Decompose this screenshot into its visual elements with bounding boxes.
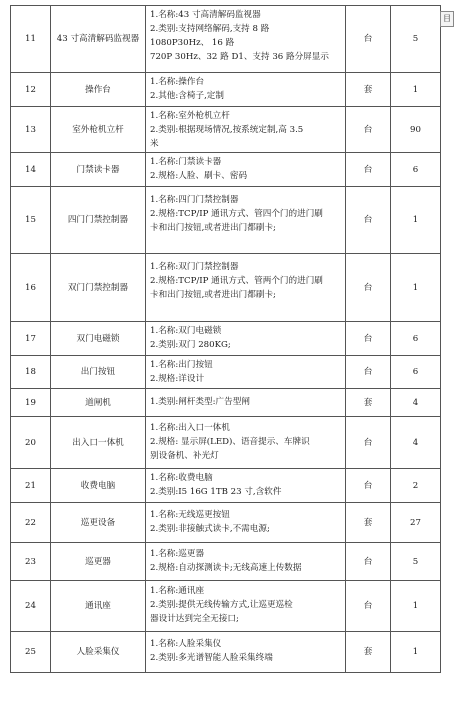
item-quantity: 1	[391, 254, 441, 321]
table-row	[11, 6, 441, 73]
page-layout-icon[interactable]: 目	[440, 11, 454, 27]
spec-line: 1.名称:通讯座	[150, 586, 205, 596]
item-quantity: 90	[391, 107, 441, 152]
spec-line: 2.其他:含椅子,定制	[150, 91, 224, 101]
item-quantity: 2	[391, 469, 441, 502]
item-unit: 台	[346, 322, 391, 355]
row-number: 15	[11, 187, 51, 253]
spec-line: 1.类别:闸杆类型:广告型闸	[150, 397, 250, 407]
spec-line: 2.规格:TCP/IP 通讯方式、管两个门的进门刷	[150, 276, 323, 286]
spec-line: 米	[150, 139, 159, 149]
spec-line: 卡和出门按钮,或者进出门都刷卡;	[150, 290, 276, 300]
table-row	[11, 322, 441, 356]
row-number: 24	[11, 581, 51, 631]
row-number: 25	[11, 632, 51, 672]
item-unit: 套	[346, 632, 391, 672]
item-quantity: 27	[391, 503, 441, 542]
spec-line: 别设备机、补光灯	[150, 451, 219, 461]
item-spec	[146, 322, 346, 355]
item-quantity: 1	[391, 73, 441, 106]
row-number: 13	[11, 107, 51, 152]
spec-line: 1.名称:双门电磁锁	[150, 326, 222, 336]
row-number: 23	[11, 543, 51, 580]
spec-line: 1.名称:四门门禁控制器	[150, 195, 239, 205]
row-number: 19	[11, 389, 51, 416]
spec-line: 2.规格:详设计	[150, 374, 205, 384]
item-name: 室外枪机立杆	[51, 107, 146, 152]
item-unit: 台	[346, 356, 391, 388]
table-row	[11, 581, 441, 632]
item-spec	[146, 153, 346, 186]
row-number: 12	[11, 73, 51, 106]
item-quantity: 1	[391, 632, 441, 672]
item-quantity: 6	[391, 153, 441, 186]
item-quantity: 6	[391, 356, 441, 388]
spec-line: 2.类别:I5 16G 1TB 23 寸,含软件	[150, 487, 282, 497]
item-spec	[146, 581, 346, 631]
row-number: 16	[11, 254, 51, 321]
item-spec	[146, 187, 346, 253]
item-unit: 套	[346, 389, 391, 416]
spec-line: 1.名称:操作台	[150, 77, 205, 87]
table-row	[11, 543, 441, 581]
spec-line: 器设计达到完全无接口;	[150, 614, 239, 624]
item-quantity: 4	[391, 389, 441, 416]
row-number: 17	[11, 322, 51, 355]
spec-line: 2.规格:TCP/IP 通讯方式、管四个门的进门刷	[150, 209, 323, 219]
row-number: 20	[11, 417, 51, 468]
item-unit: 台	[346, 153, 391, 186]
item-spec	[146, 73, 346, 106]
item-spec	[146, 356, 346, 388]
item-spec	[146, 389, 346, 416]
spec-line: 1.名称:43 寸高清解码监视器	[150, 10, 261, 20]
spec-line: 720P 30Hz、32 路 D1、支持 36 路分屏显示	[150, 52, 329, 62]
item-spec	[146, 632, 346, 672]
spec-line: 1080P30Hz、 16 路	[150, 38, 235, 48]
item-unit: 台	[346, 469, 391, 502]
item-unit: 套	[346, 503, 391, 542]
item-quantity: 5	[391, 6, 441, 72]
spec-line: 1.名称:出门按钮	[150, 360, 213, 370]
item-name: 出门按钮	[51, 356, 146, 388]
item-spec	[146, 469, 346, 502]
item-unit: 套	[346, 73, 391, 106]
spec-line: 2.类别:根据现场情况,按系统定制,高 3.5	[150, 125, 304, 135]
table-row	[11, 153, 441, 187]
item-name: 出入口一体机	[51, 417, 146, 468]
spec-line: 2.类别:提供无线传输方式,让巡更巡检	[150, 600, 293, 610]
spec-line: 1.名称:出入口一体机	[150, 423, 230, 433]
item-spec	[146, 6, 346, 72]
item-quantity: 1	[391, 187, 441, 253]
item-quantity: 5	[391, 543, 441, 580]
item-name: 巡更设备	[51, 503, 146, 542]
item-quantity: 6	[391, 322, 441, 355]
item-name: 四门门禁控制器	[51, 187, 146, 253]
spec-line: 2.类别:非接触式读卡,不需电源;	[150, 524, 270, 534]
spec-line: 1.名称:无线巡更按钮	[150, 510, 230, 520]
item-quantity: 1	[391, 581, 441, 631]
table-row	[11, 503, 441, 543]
item-name: 巡更器	[51, 543, 146, 580]
table-row	[11, 632, 441, 673]
item-name: 双门电磁锁	[51, 322, 146, 355]
item-name: 通讯座	[51, 581, 146, 631]
item-unit: 台	[346, 187, 391, 253]
row-number: 18	[11, 356, 51, 388]
item-name: 收费电脑	[51, 469, 146, 502]
table-row	[11, 417, 441, 469]
item-name: 门禁读卡器	[51, 153, 146, 186]
table-row	[11, 107, 441, 153]
spec-line: 2.类别:支持网络解码,支持 8 路	[150, 24, 270, 34]
item-name: 双门门禁控制器	[51, 254, 146, 321]
row-number: 21	[11, 469, 51, 502]
item-name: 操作台	[51, 73, 146, 106]
item-spec	[146, 254, 346, 321]
equipment-table	[10, 5, 441, 673]
spec-line: 2.规格:人脸、刷卡、密码	[150, 171, 248, 181]
spec-line: 2.类别:多光谱智能人脸采集终端	[150, 653, 273, 663]
spec-line: 1.名称:人脸采集仪	[150, 639, 222, 649]
item-unit: 台	[346, 107, 391, 152]
spec-line: 1.名称:室外枪机立杆	[150, 111, 230, 121]
spec-line: 2.规格:自动探测读卡;无线高速上传数据	[150, 563, 302, 573]
table-row	[11, 254, 441, 322]
item-name: 人脸采集仪	[51, 632, 146, 672]
item-quantity: 4	[391, 417, 441, 468]
item-unit: 台	[346, 254, 391, 321]
spec-line: 卡和出门按钮,或者进出门都刷卡;	[150, 223, 276, 233]
item-spec	[146, 417, 346, 468]
item-unit: 台	[346, 543, 391, 580]
spec-line: 1.名称:巡更器	[150, 549, 205, 559]
spec-line: 1.名称:门禁读卡器	[150, 157, 222, 167]
spec-line: 1.名称:双门门禁控制器	[150, 262, 239, 272]
row-number: 22	[11, 503, 51, 542]
spec-line: 1.名称:收费电脑	[150, 473, 213, 483]
row-number: 14	[11, 153, 51, 186]
item-name: 道闸机	[51, 389, 146, 416]
item-spec	[146, 503, 346, 542]
table-row	[11, 389, 441, 417]
item-name: 43 寸高清解码监视器	[51, 6, 146, 72]
table-row	[11, 187, 441, 254]
spec-line: 2.规格: 显示屏(LED)、语音提示、车牌识	[150, 437, 310, 447]
row-number: 11	[11, 6, 51, 72]
item-spec	[146, 107, 346, 152]
table-row	[11, 356, 441, 389]
item-unit: 台	[346, 6, 391, 72]
item-spec	[146, 543, 346, 580]
spec-line: 2.类别:双门 280KG;	[150, 340, 231, 350]
item-unit: 台	[346, 417, 391, 468]
item-unit: 台	[346, 581, 391, 631]
table-row	[11, 469, 441, 503]
table-row	[11, 73, 441, 107]
